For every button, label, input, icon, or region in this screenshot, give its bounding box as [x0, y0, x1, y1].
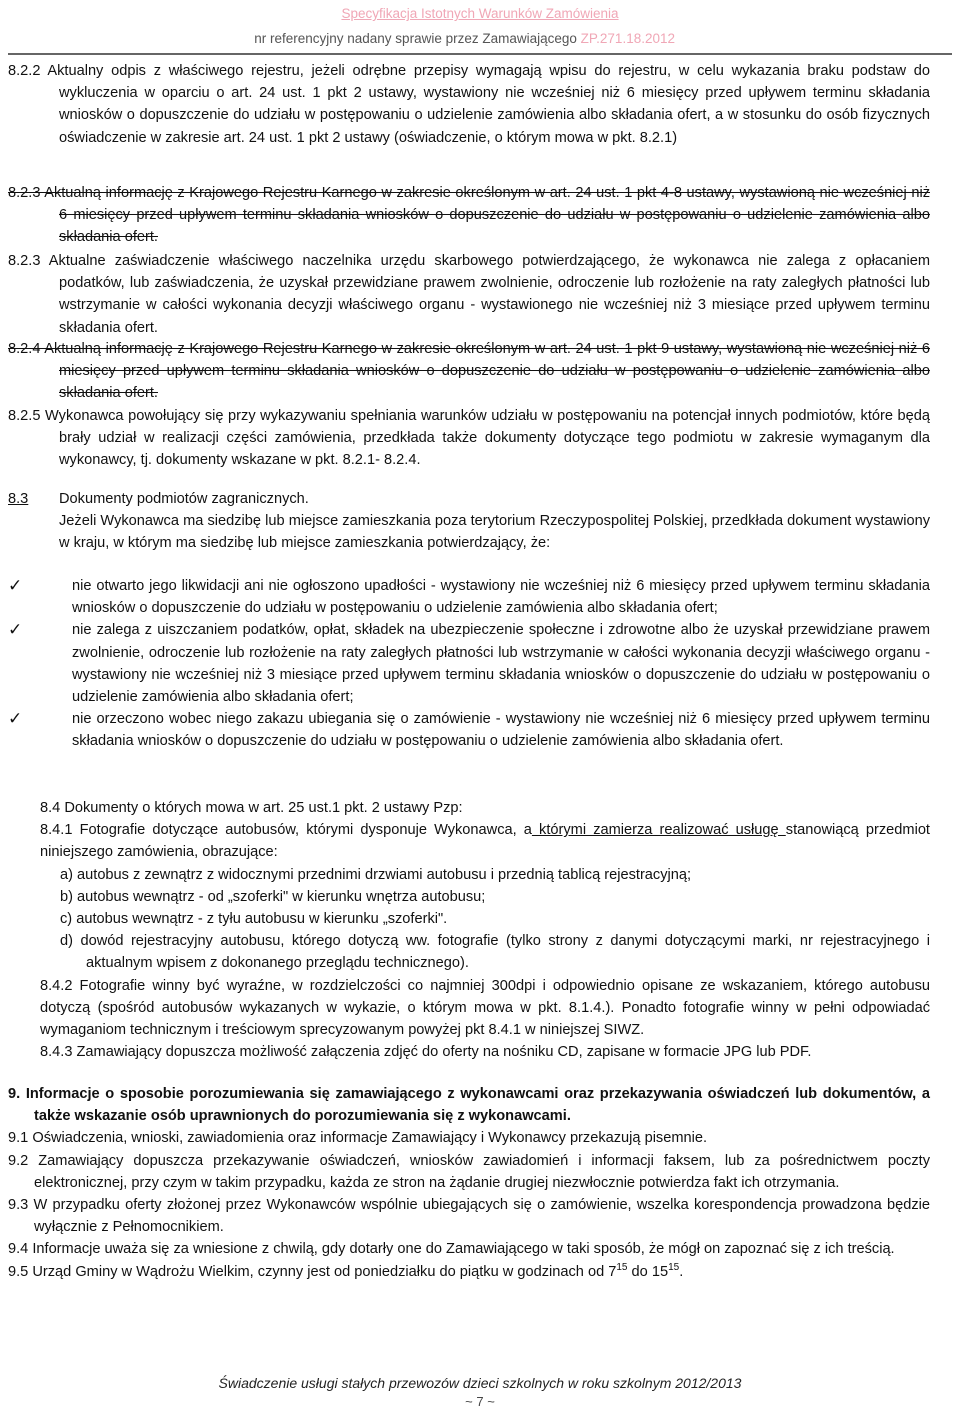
footer-text: Świadczenie usługi stałych przewozów dzieci szkolnych w roku szkolnym 2012/2013: [218, 1375, 742, 1391]
paragraph-8-4-1-underlined: którymi zamierza realizować usługę: [531, 822, 786, 839]
reference-line: [254, 28, 675, 50]
reference-prefix: nr referencyjny nadany sprawie przez Zamawiającego: [254, 31, 577, 46]
list-item: a) autobus z zewnątrz z widocznymi przednimi drzwiami autobusu i przednią tablicą rejestracyjną;: [60, 866, 692, 883]
paragraph-9-5-text: 9.5 Urząd Gminy w Wądrożu Wielkim, czynny jest od poniedziałku do piątku w godzinach od 7: [8, 1263, 617, 1280]
paragraph-8-2-3-struck: 8.2.3 Aktualną informację z Krajowego Rejestru Karnego w zakresie określonym w art. 24 ust. 1 pkt 4-8 ustawy, wystawioną nie wcześniej niż 6 miesięcy przed upływem terminu składania wniosków o dopuszczenie do udziału w postępowaniu o udzielenie zamówienia albo składania ofert.: [8, 185, 930, 246]
paragraph-8-4-1-end: stanowiącą przedmiot niniejszego zamówienia, obrazujące:: [40, 822, 930, 861]
section-8-3-body: Jeżeli Wykonawca ma siedzibę lub miejsce zamieszkania poza terytorium Rzeczypospolitej Polskiej, przedkłada dokument wystawiony w kraju, w którym ma siedzibę lub miejsce zamieszkania potwierdzający, że:: [59, 513, 930, 552]
paragraph-8-2-3: 8.2.3 Aktualne zaświadczenie właściwego naczelnika urzędu skarbowego potwierdzającego, że wykonawca nie zalega z opłacaniem podatków, lub zaświadczenia, że uzyskał przewidziane prawem zwolnienie, odroczenie lub rozłożenie na raty zaległych płatności lub wstrzymanie w całości wykonania decyzji właściwego organu - wystawionego nie wcześniej niż 3 miesiące przed upływem terminu składania ofert.: [8, 253, 930, 336]
paragraph-8-4-1-start: 8.4.1 Fotografie dotyczące autobusów, którymi dysponuje Wykonawca, a: [40, 822, 532, 839]
list-item: b) autobus wewnątrz - od „szoferki" w kierunku wnętrza autobusu;: [60, 888, 486, 905]
paragraph-9-5-text: do 15: [627, 1263, 669, 1280]
section-9-title: 9. Informacje o sposobie porozumiewania się zamawiającego z wykonawcami oraz przekazywania oświadczeń lub dokumentów, a także wskazanie osób uprawnionych do porozumiewania się z wykonawcami.: [8, 1086, 930, 1125]
checklist: [8, 575, 930, 753]
checkmark-icon: ✓: [8, 709, 23, 729]
list-item: d) dowód rejestracyjny autobusu, którego dotyczą ww. fotografie (tylko strony z danymi dotyczącymi marki, nr rejestracyjnego i aktualnym wpisem z dokonanego przeglądu technicznego).: [60, 933, 930, 972]
photo-list: [40, 864, 930, 975]
paragraph-9-5-text: .: [679, 1263, 684, 1280]
section-8-3-number: 8.3: [8, 491, 29, 507]
document-title-header: Specyfikacja Istotnych Warunków Zamówienia: [341, 6, 619, 21]
section-8-3: [8, 488, 930, 555]
header-divider: [8, 53, 952, 55]
checklist-item: [8, 575, 930, 619]
checklist-item-text: nie zalega z uiszczaniem podatków, opłat, składek na ubezpieczenie społeczne i zdrowotne albo że uzyskał przewidziane prawem zwolnienie, odroczenie lub rozłożenie na raty zaległych płatności lub wstrzymanie w całości wykonania decyzji właściwego organu - wystawiony nie wcześniej niż 3 miesiące przed upływem terminu składania wniosków o dopuszczenie do udziału w postępowaniu o udzielenie zamówienia albo składania ofert;: [72, 622, 930, 706]
paragraph-8-4-3: 8.4.3 Zamawiający dopuszcza możliwość załączenia zdjęć do oferty na nośniku CD, zapisane w formacie JPG lub PDF.: [40, 1044, 812, 1061]
paragraph-8-2-5: 8.2.5 Wykonawca powołujący się przy wykazywaniu spełniania warunków udziału w postępowaniu na potencjał innych podmiotów, które będą brały udział w realizacji części zamówienia, przedkłada także dokumenty dotyczące tego podmiotu w zakresie wymaganym dla wykonawcy, tj. dokumenty wskazane w pkt. 8.2.1- 8.2.4.: [8, 408, 930, 469]
superscript: 15: [668, 1261, 680, 1273]
checklist-item: [8, 619, 930, 708]
reference-number: ZP.271.18.2012: [580, 31, 675, 46]
paragraph-9-2: 9.2 Zamawiający dopuszcza przekazywanie oświadczeń, wniosków zawiadomień i informacji faksem, lub za pośrednictwem poczty elektronicznej, przy czym w takim przypadku, każda ze stron na żądanie drugiej niezwłocznie potwierdza fakt ich otrzymania.: [8, 1152, 930, 1191]
paragraph-8-2-2: 8.2.2 Aktualny odpis z właściwego rejestru, jeżeli odrębne przepisy wymagają wpisu do rejestru, w celu wykazania braku podstaw do wykluczenia w oparciu o art. 24 ust. 1 pkt 2 ustawy, wystawiony nie wcześniej niż 6 miesięcy przed upływem terminu składania wniosków o dopuszczenie do udziału w postępowaniu o udzielenie zamówienia albo składania ofert, a w stosunku do osób fizycznych oświadczenie w zakresie art. 24 ust. 1 pkt 2 ustawy (oświadczenie, o którym mowa w pkt. 8.2.1): [8, 63, 930, 146]
paragraph-8-4-1: [40, 819, 930, 863]
page-number: ~ 7 ~: [465, 1394, 495, 1409]
paragraph-9-1: 9.1 Oświadczenia, wnioski, zawiadomienia oraz informacje Zamawiający i Wykonawcy przekazują pisemnie.: [8, 1130, 708, 1147]
section-8-3-title: Dokumenty podmiotów zagranicznych.: [59, 491, 309, 507]
section-8-4-title: 8.4 Dokumenty o których mowa w art. 25 ust.1 pkt. 2 ustawy Pzp:: [40, 800, 463, 816]
paragraph-9-4: 9.4 Informacje uważa się za wniesione z chwilą, gdy dotarły one do Zamawiającego w taki sposób, że mógł on zapoznać się z ich treścią.: [8, 1241, 895, 1258]
paragraph-9-3: 9.3 W przypadku oferty złożonej przez Wykonawców wspólnie ubiegających się o zamówienie, wszelka korespondencja prowadzona będzie wyłącznie z Pełnomocnikiem.: [8, 1197, 930, 1236]
checkmark-icon: ✓: [8, 620, 23, 640]
paragraph-9-5: [8, 1261, 930, 1283]
section-8-3-heading: [8, 488, 930, 510]
paragraph-8-4-2: 8.4.2 Fotografie winny być wyraźne, w rozdzielczości co najmniej 300dpi i odpowiednio opisane ze wskazaniem, którego autobusu dotyczą (spośród autobusów wykazanych w wykazie, o którym mowa w pkt. 8.1.4.). Ponadto fotografie winny w pełni odpowiadać wymaganiom technicznym i treściowym sprecyzowanym powyżej pkt 8.4.1 w niniejszej SIWZ.: [40, 977, 930, 1039]
checklist-item-text: nie orzeczono wobec niego zakazu ubiegania się o zamówienie - wystawiony nie wcześniej niż 6 miesięcy przed upływem terminu składania wniosków o dopuszczenie do udziału w postępowaniu o udzielenie zamówienia albo składania ofert.: [72, 711, 930, 750]
section-8-4: [40, 797, 930, 1063]
checklist-item-text: nie otwarto jego likwidacji ani nie ogłoszono upadłości - wystawiony nie wcześniej niż 6 miesięcy przed upływem terminu składania wniosków o dopuszczenie do udziału w postępowaniu o udzielenie zamówienia albo składania ofert;: [72, 578, 930, 617]
checkmark-icon: ✓: [8, 576, 23, 595]
paragraph-8-2-4-struck: 8.2.4 Aktualną informację z Krajowego Rejestru Karnego w zakresie określonym w art. 24 ust. 1 pkt 9 ustawy, wystawioną nie wcześniej niż 6 miesięcy przed upływem terminu składania wniosków o dopuszczenie do udziału w postępowaniu o udzielenie zamówienia albo składania ofert.: [8, 341, 930, 402]
checklist-item: [8, 708, 930, 752]
list-item: c) autobus wewnątrz - z tyłu autobusu w kierunku „szoferki".: [60, 911, 448, 928]
superscript: 15: [616, 1261, 628, 1273]
section-9: [8, 1083, 930, 1283]
